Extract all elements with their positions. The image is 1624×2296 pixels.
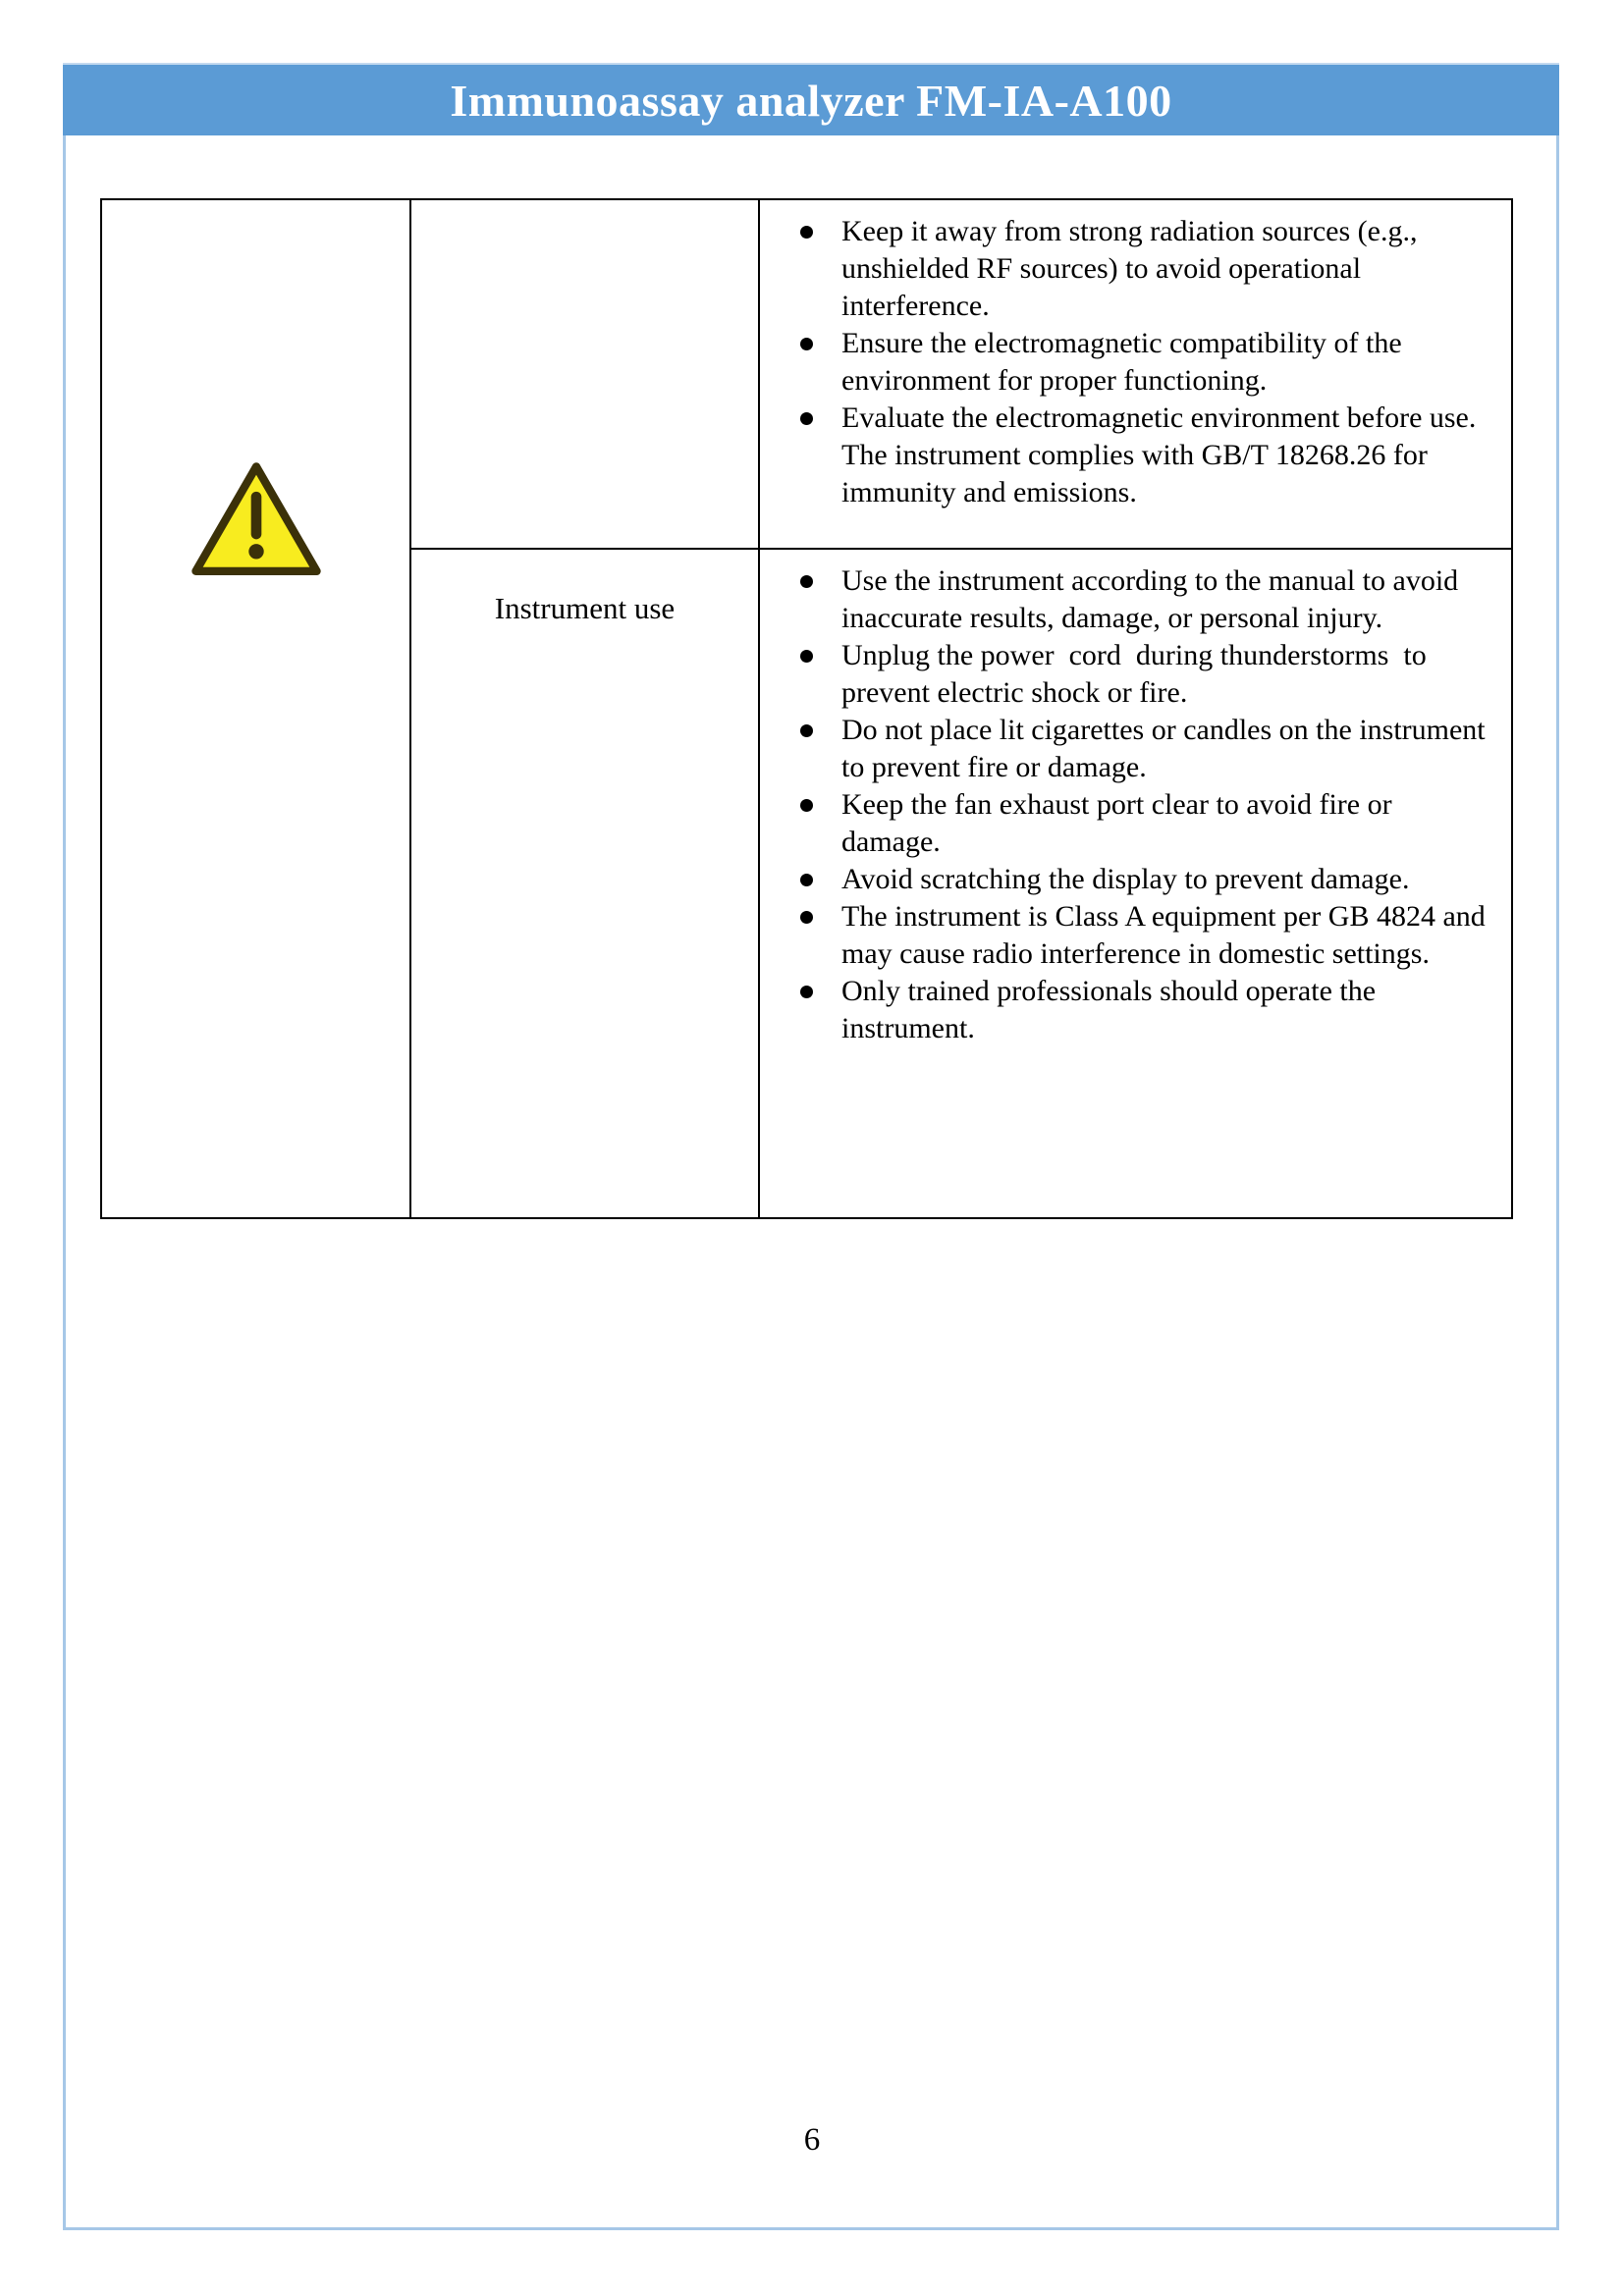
bullet-item: Evaluate the electromagnetic environment before use. [795,400,1486,437]
row2-bullets-cell [759,549,1512,1218]
row2-label-cell [410,549,759,1218]
bullet-continuation: The instrument complies with GB/T 18268.26 for immunity and emissions. [841,439,1435,508]
table-row [101,199,1512,549]
bullet-list [795,562,1493,1047]
row1-bullets-cell [759,199,1512,549]
bullet-item: Avoid scratching the display to prevent damage. [795,861,1486,898]
bullet-item: Unplug the power cord during thunderstorms to prevent electric shock or fire. [795,637,1486,712]
header-bar [63,63,1559,135]
bullet-list [795,213,1486,511]
bullet-item: Ensure the electromagnetic compatibility of the environment for proper functioning. [795,325,1486,400]
page-number: 6 [803,2122,821,2158]
bullet-item: Do not place lit cigarettes or candles on the instrument to prevent fire or damage. [795,712,1486,786]
safety-notes-table [100,198,1513,1219]
row-label: Instrument use [494,591,676,625]
bullet-item: Keep the fan exhaust port clear to avoid fire or damage. [795,786,1486,861]
row1-label-cell [410,199,759,549]
warning-triangle-icon [187,455,326,587]
bullet-item: The instrument is Class A equipment per GB 4824 and may cause radio interference in domestic settings. [795,898,1486,973]
bullet-item: Keep it away from strong radiation sources (e.g., unshielded RF sources) to avoid operational interference. [795,213,1486,325]
bullet-item: Use the instrument according to the manual to avoid inaccurate results, damage, or personal injury. [795,562,1486,637]
bullet-item: Only trained professionals should operate the instrument. [795,973,1486,1047]
warning-icon-cell [101,199,410,1218]
page-title: Immunoassay analyzer FM-IA-A100 [450,75,1172,126]
